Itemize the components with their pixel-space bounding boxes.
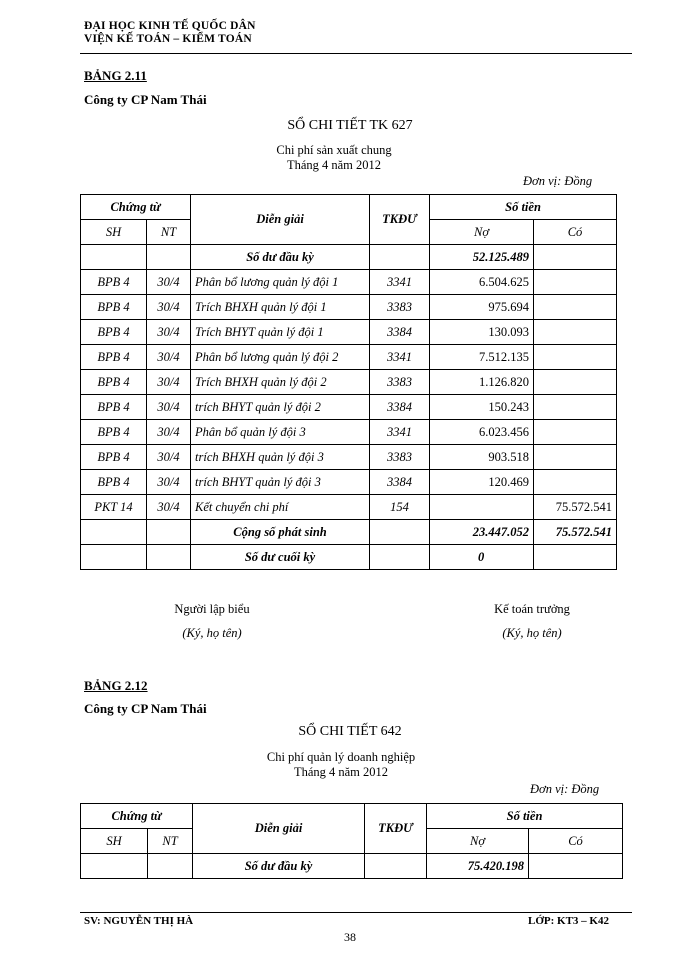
- row-description: Trích BHXH quản lý đội 1: [191, 295, 370, 320]
- preparer-note: (Ký, họ tên): [182, 626, 242, 640]
- row-account: 3341: [370, 270, 430, 295]
- row-nt: 30/4: [147, 370, 191, 395]
- account-header: TKĐƯ: [370, 195, 430, 245]
- opening-balance-debit: 75.420.198: [427, 854, 529, 879]
- closing-balance-row: [81, 545, 617, 570]
- row-credit: [534, 470, 617, 495]
- row-account: 154: [370, 495, 430, 520]
- row-sh: BPB 4: [81, 320, 147, 345]
- row-nt: 30/4: [147, 395, 191, 420]
- debit-header: Nợ: [430, 220, 534, 245]
- preparer-title: Người lập biểu: [174, 602, 250, 616]
- row-nt: 30/4: [147, 420, 191, 445]
- unit-label: Đơn vị: Đồng: [523, 174, 593, 188]
- row-credit: [534, 295, 617, 320]
- row-debit: 150.243: [430, 395, 534, 420]
- signature-preparer: [122, 602, 302, 641]
- row-debit: 6.023.456: [430, 420, 534, 445]
- row-description: Phân bổ lương quản lý đội 2: [191, 345, 370, 370]
- company-name: Công ty CP Nam Thái: [84, 92, 207, 107]
- table-row: [81, 445, 617, 470]
- row-description: Trích BHYT quản lý đội 1: [191, 320, 370, 345]
- row-account: 3384: [370, 320, 430, 345]
- ledger-table-627: [80, 194, 617, 570]
- row-account: 3384: [370, 470, 430, 495]
- class-code: LỚP: KT3 – K42: [528, 915, 609, 927]
- row-nt: 30/4: [147, 445, 191, 470]
- total-label: Cộng số phát sinh: [191, 520, 370, 545]
- ledger-title: SỔ CHI TIẾT TK 627: [287, 118, 413, 133]
- total-row: [81, 520, 617, 545]
- page-number: 38: [344, 930, 356, 944]
- row-nt: 30/4: [147, 345, 191, 370]
- row-debit: 903.518: [430, 445, 534, 470]
- table-label-2-12: BẢNG 2.12: [84, 678, 148, 693]
- row-nt: 30/4: [147, 495, 191, 520]
- opening-balance-debit: 52.125.489: [430, 245, 534, 270]
- chief-accountant-note: (Ký, họ tên): [502, 626, 562, 640]
- account-header: TKĐƯ: [365, 804, 427, 854]
- ledger-table-642: [80, 803, 623, 879]
- row-credit: [534, 370, 617, 395]
- row-sh: BPB 4: [81, 420, 147, 445]
- table-row: [81, 345, 617, 370]
- row-credit: [534, 320, 617, 345]
- row-description: trích BHXH quản lý đội 3: [191, 445, 370, 470]
- table-row: [81, 370, 617, 395]
- voucher-header: Chứng từ: [81, 195, 191, 220]
- table-row: [81, 470, 617, 495]
- table-label-2-11: BẢNG 2.11: [84, 68, 147, 83]
- closing-balance-debit: 0: [430, 545, 534, 570]
- row-account: 3383: [370, 295, 430, 320]
- table-row: [81, 395, 617, 420]
- row-debit: 120.469: [430, 470, 534, 495]
- table-header-row: [81, 195, 617, 220]
- row-sh: BPB 4: [81, 270, 147, 295]
- opening-balance-label: Số dư đầu kỳ: [191, 245, 370, 270]
- row-nt: 30/4: [147, 320, 191, 345]
- row-debit: 6.504.625: [430, 270, 534, 295]
- footer-divider: [80, 912, 632, 913]
- total-debit: 23.447.052: [430, 520, 534, 545]
- row-description: Kết chuyển chi phí: [191, 495, 370, 520]
- table-row: [81, 495, 617, 520]
- amount-header: Số tiền: [430, 195, 617, 220]
- row-description: Phân bổ quản lý đội 3: [191, 420, 370, 445]
- row-account: 3384: [370, 395, 430, 420]
- table-row: [81, 295, 617, 320]
- row-sh: BPB 4: [81, 295, 147, 320]
- description-header: Diễn giải: [191, 195, 370, 245]
- row-debit: 130.093: [430, 320, 534, 345]
- amount-header: Số tiền: [427, 804, 623, 829]
- row-description: Phân bổ lương quản lý đội 1: [191, 270, 370, 295]
- row-credit: [534, 395, 617, 420]
- row-account: 3341: [370, 420, 430, 445]
- table-row: [81, 420, 617, 445]
- opening-balance-row: [81, 854, 623, 879]
- institute-name: VIỆN KẾ TOÁN – KIỂM TOÁN: [84, 33, 252, 45]
- row-description: trích BHYT quản lý đội 3: [191, 470, 370, 495]
- header-divider: [80, 53, 632, 54]
- unit-label-2: Đơn vị: Đồng: [530, 782, 600, 796]
- debit-header: Nợ: [427, 829, 529, 854]
- chief-accountant-title: Kế toán trưởng: [494, 602, 570, 616]
- credit-header: Có: [529, 829, 623, 854]
- nt-header: NT: [147, 220, 191, 245]
- row-credit: [534, 420, 617, 445]
- row-sh: BPB 4: [81, 345, 147, 370]
- row-account: 3341: [370, 345, 430, 370]
- table-row: [81, 270, 617, 295]
- row-debit: 1.126.820: [430, 370, 534, 395]
- ledger-period: Tháng 4 năm 2012: [286, 158, 382, 172]
- row-sh: BPB 4: [81, 395, 147, 420]
- row-sh: BPB 4: [81, 470, 147, 495]
- row-credit: 75.572.541: [534, 495, 617, 520]
- total-credit: 75.572.541: [534, 520, 617, 545]
- description-header: Diễn giải: [193, 804, 365, 854]
- row-description: trích BHYT quản lý đội 2: [191, 395, 370, 420]
- row-debit: 7.512.135: [430, 345, 534, 370]
- row-sh: BPB 4: [81, 370, 147, 395]
- row-credit: [534, 270, 617, 295]
- company-name-2: Công ty CP Nam Thái: [84, 701, 207, 716]
- nt-header: NT: [148, 829, 193, 854]
- row-credit: [534, 445, 617, 470]
- table-header-row: [81, 804, 623, 829]
- table-row: [81, 320, 617, 345]
- row-sh: PKT 14: [81, 495, 147, 520]
- ledger-subtitle-2: Chi phí quản lý doanh nghiệp: [266, 750, 416, 764]
- row-sh: BPB 4: [81, 445, 147, 470]
- ledger-period-2: Tháng 4 năm 2012: [293, 765, 389, 779]
- university-name: ĐẠI HỌC KINH TẾ QUỐC DÂN: [84, 20, 256, 32]
- row-debit: [430, 495, 534, 520]
- opening-balance-label: Số dư đầu kỳ: [193, 854, 365, 879]
- sh-header: SH: [81, 220, 147, 245]
- credit-header: Có: [534, 220, 617, 245]
- row-nt: 30/4: [147, 270, 191, 295]
- ledger-title-2: SỔ CHI TIẾT 642: [298, 724, 402, 739]
- sh-header: SH: [81, 829, 148, 854]
- row-nt: 30/4: [147, 470, 191, 495]
- student-name: SV: NGUYỄN THỊ HÀ: [84, 915, 194, 927]
- ledger-subtitle: Chi phí sản xuất chung: [276, 143, 392, 157]
- row-account: 3383: [370, 445, 430, 470]
- voucher-header: Chứng từ: [81, 804, 193, 829]
- row-account: 3383: [370, 370, 430, 395]
- row-credit: [534, 345, 617, 370]
- closing-balance-label: Số dư cuối kỳ: [191, 545, 370, 570]
- row-debit: 975.694: [430, 295, 534, 320]
- row-description: Trích BHXH quản lý đội 2: [191, 370, 370, 395]
- signature-chief-accountant: [442, 602, 622, 641]
- row-nt: 30/4: [147, 295, 191, 320]
- opening-balance-row: [81, 245, 617, 270]
